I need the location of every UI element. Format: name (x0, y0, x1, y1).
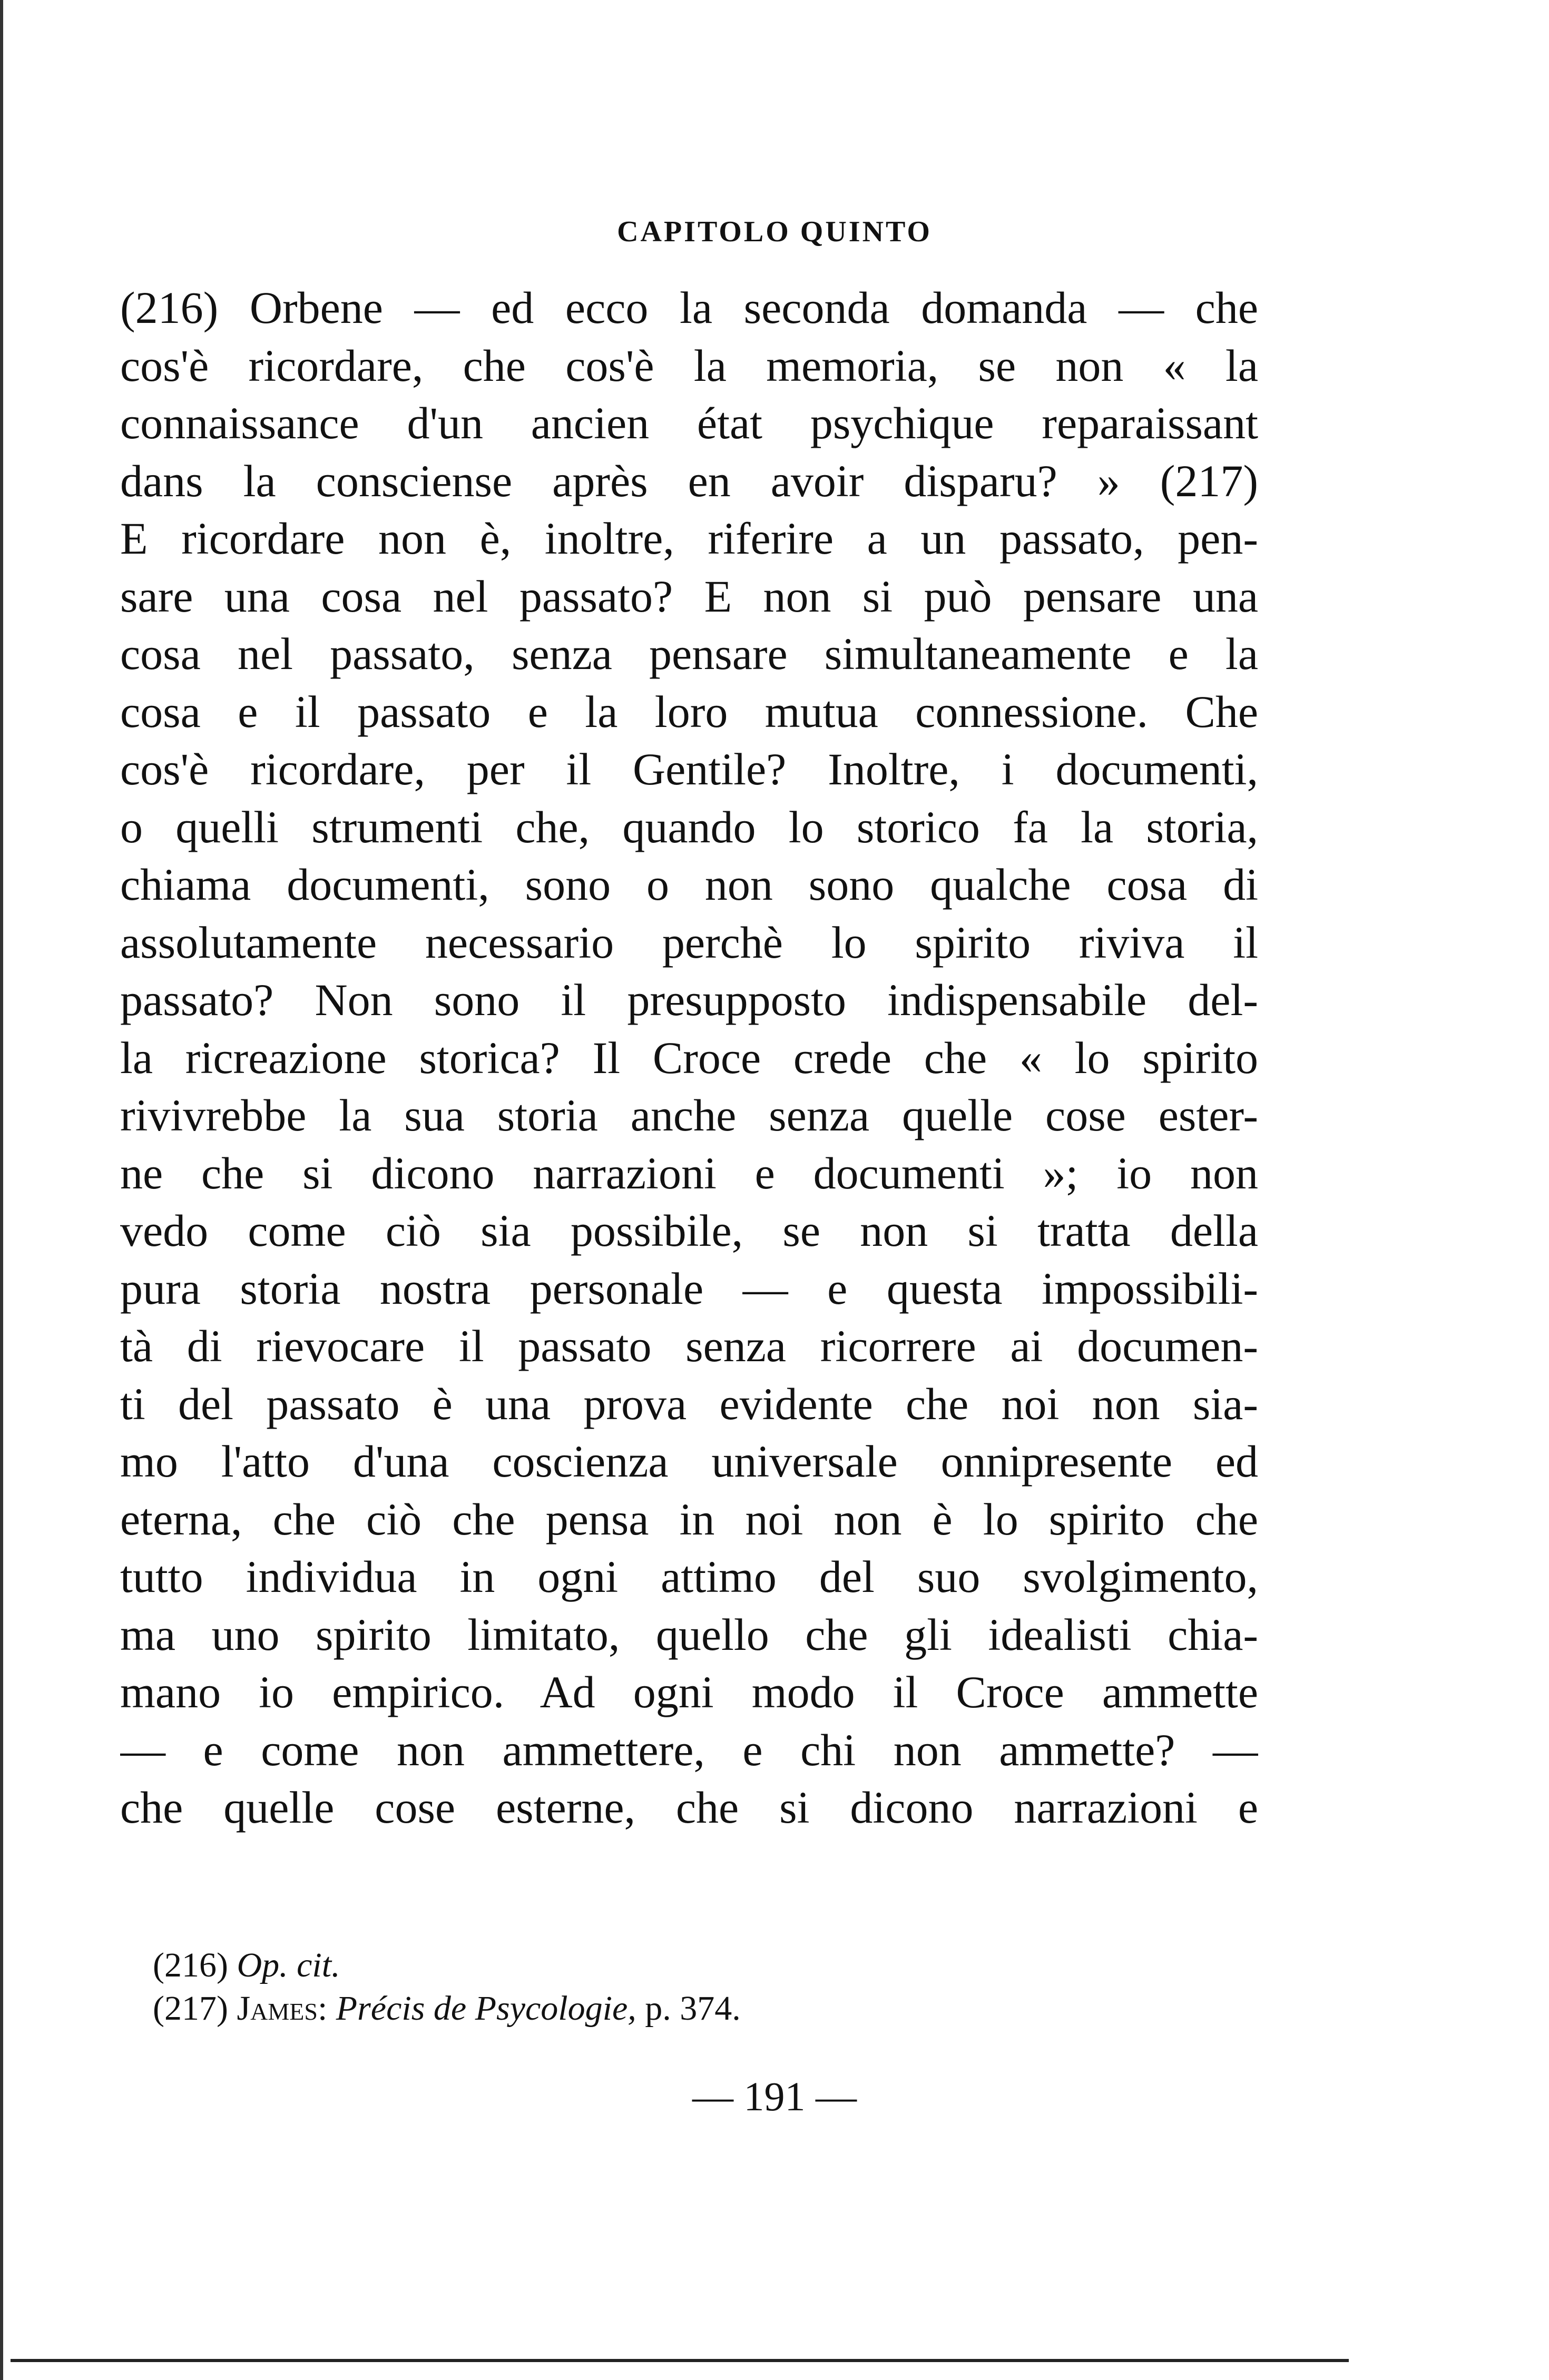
body-line: o quelli strumenti che, quando lo storico fa la storia, (120, 801, 1258, 852)
footnotes (153, 1944, 1048, 2030)
body-line: (216) Orbene — ed ecco la seconda domanda — che (120, 282, 1258, 333)
page-left-edge (0, 0, 3, 2380)
body-line: assolutamente necessario perchè lo spirito riviva il (120, 917, 1258, 968)
body-line: cosa e il passato e la loro mutua connessione. Che (120, 686, 1258, 737)
body-line: ne che si dicono narrazioni e documenti »; io non (120, 1147, 1258, 1198)
body-line: rivivrebbe la sua storia anche senza quelle cose ester- (120, 1090, 1258, 1140)
body-line: chiama documenti, sono o non sono qualche cosa di (120, 859, 1258, 910)
body-line: cos'è ricordare, per il Gentile? Inoltre, i documenti, (120, 744, 1258, 794)
body-line: E ricordare non è, inoltre, riferire a un passato, pen- (120, 513, 1258, 564)
footnote-citation: Précis de Psycologie, (336, 1989, 636, 2028)
body-line: pura storia nostra personale — e questa impossibili- (120, 1263, 1258, 1314)
footnote-author: James: (237, 1989, 328, 2028)
page-bottom-edge (11, 2359, 1349, 2362)
body-line: tutto individua in ogni attimo del suo svolgimento, (120, 1551, 1258, 1602)
body-line: eterna, che ciò che pensa in noi non è lo spirito che (120, 1493, 1258, 1545)
body-line: mano io empirico. Ad ogni modo il Croce ammette (120, 1667, 1258, 1717)
body-line: mo l'atto d'una coscienza universale onnipresente ed (120, 1436, 1258, 1487)
running-head: CAPITOLO QUINTO (617, 215, 932, 248)
footnote-citation: Op. cit. (237, 1946, 340, 1984)
body-line: — e come non ammettere, e chi non ammette? — (120, 1724, 1258, 1775)
body-line: la ricreazione storica? Il Croce crede che « lo spirito (120, 1032, 1258, 1083)
body-line: tà di rievocare il passato senza ricorrere ai documen- (120, 1321, 1258, 1371)
footnote-page-ref: p. 374. (645, 1989, 741, 2028)
body-line: ma uno spirito limitato, quello che gli idealisti chia- (120, 1609, 1258, 1660)
body-line: sare una cosa nel passato? E non si può pensare una (120, 571, 1258, 622)
body-line: passato? Non sono il presupposto indispensabile del- (120, 975, 1258, 1025)
body-line: ti del passato è una prova evidente che noi non sia- (120, 1378, 1258, 1429)
body-line: vedo come ciò sia possibile, se non si tratta della (120, 1205, 1258, 1256)
body-line: cos'è ricordare, che cos'è la memoria, se non « la (120, 340, 1258, 391)
footnote-217 (153, 1987, 1048, 2030)
footnote-number: (217) (153, 1989, 228, 2028)
body-line: cosa nel passato, senza pensare simultaneamente e la (120, 628, 1258, 679)
body-line: connaissance d'un ancien état psychique reparaissant (120, 398, 1258, 448)
footnote-number: (216) (153, 1946, 228, 1984)
page-number: — 191 — (692, 2073, 857, 2119)
footnote-216 (153, 1944, 1048, 1987)
body-line: dans la consciense après en avoir disparu? » (217) (120, 455, 1258, 506)
body-text (120, 279, 1258, 1837)
body-line: che quelle cose esterne, che si dicono narrazioni e (120, 1782, 1258, 1833)
